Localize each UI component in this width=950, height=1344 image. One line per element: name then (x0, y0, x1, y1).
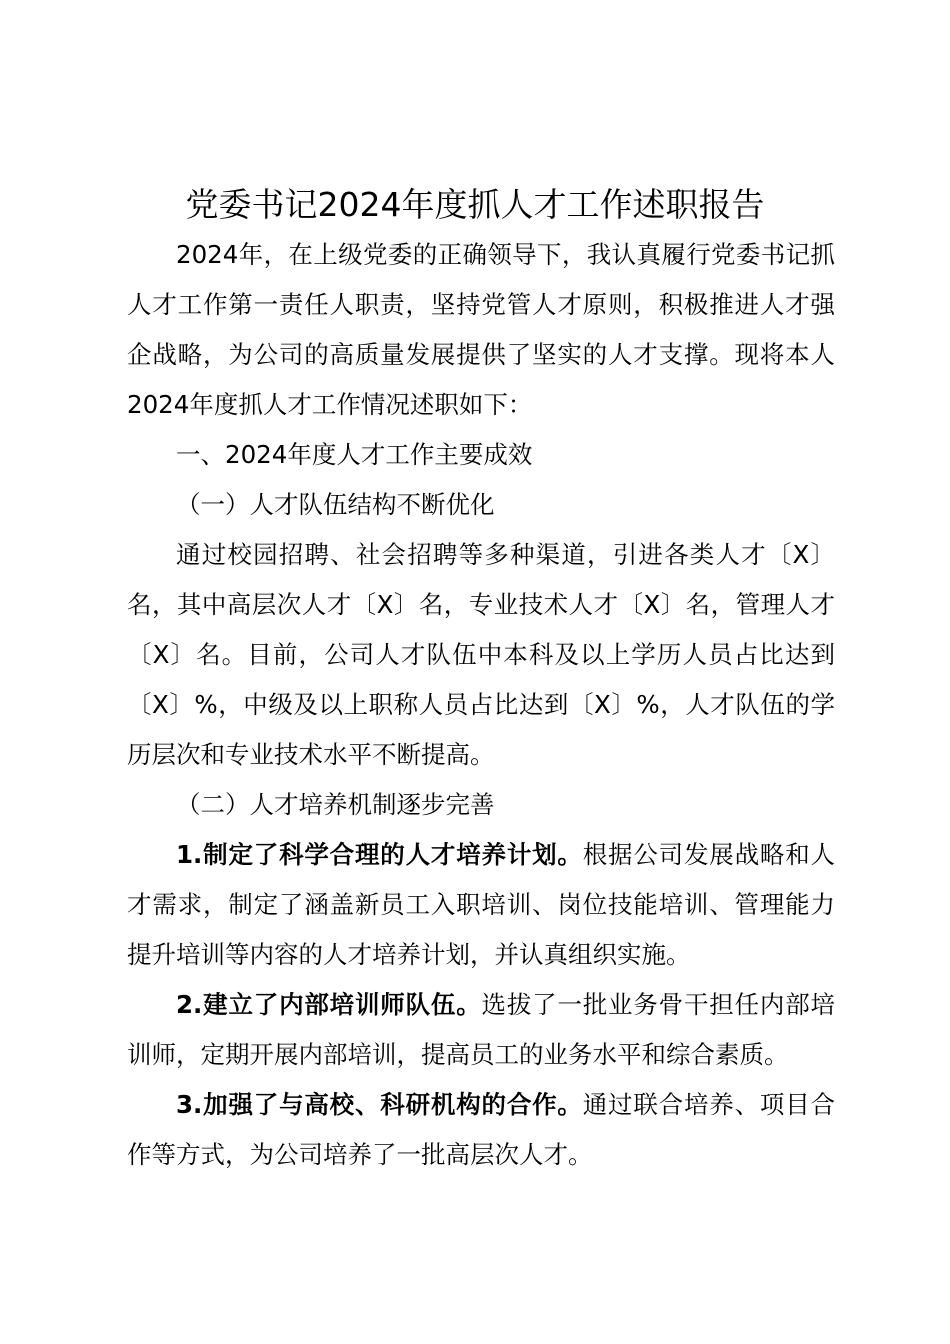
item-3-lead: 3.加强了与高校、科研机构的合作。 (176, 1090, 583, 1119)
item-3-text: 通过联合培养、项目合作等方式，为公司培养了一批高层次人才。 (127, 1090, 835, 1169)
document-body (127, 230, 835, 1180)
subsection-2-heading: （二）人才培养机制逐步完善 (176, 790, 495, 819)
subsection-1-paragraph: 通过校园招聘、社会招聘等多种渠道，引进各类人才〔X〕名，其中高层次人才〔X〕名，专业技术人才〔X〕名，管理人才〔X〕名。目前，公司人才队伍中本科及以上学历人员占比达到〔X〕%，中级及以上职称人员占比达到〔X〕%，人才队伍的学历层次和专业技术水平不断提高。 (127, 540, 835, 769)
item-2-paragraph (127, 980, 835, 1080)
item-2-lead: 2.建立了内部培训师队伍。 (176, 990, 482, 1019)
document-title: 党委书记2024年度抓人才工作述职报告 (185, 185, 765, 224)
item-1-lead: 1.制定了科学合理的人才培养计划。 (176, 840, 583, 869)
item-3-paragraph (127, 1080, 835, 1180)
intro-paragraph: 2024年，在上级党委的正确领导下，我认真履行党委书记抓人才工作第一责任人职责，坚持党管人才原则，积极推进人才强企战略，为公司的高质量发展提供了坚实的人才支撑。现将本人2024年度抓人才工作情况述职如下： (127, 240, 835, 419)
item-2-text: 选拔了一批业务骨干担任内部培训师，定期开展内部培训，提高员工的业务水平和综合素质。 (127, 990, 836, 1069)
item-1-text: 根据公司发展战略和人才需求，制定了涵盖新员工入职培训、岗位技能培训、管理能力提升培训等内容的人才培养计划，并认真组织实施。 (127, 840, 835, 969)
subsection-1-heading: （一）人才队伍结构不断优化 (176, 490, 495, 519)
item-1-paragraph (127, 830, 835, 980)
section-1-heading: 一、2024年度人才工作主要成效 (176, 440, 533, 469)
